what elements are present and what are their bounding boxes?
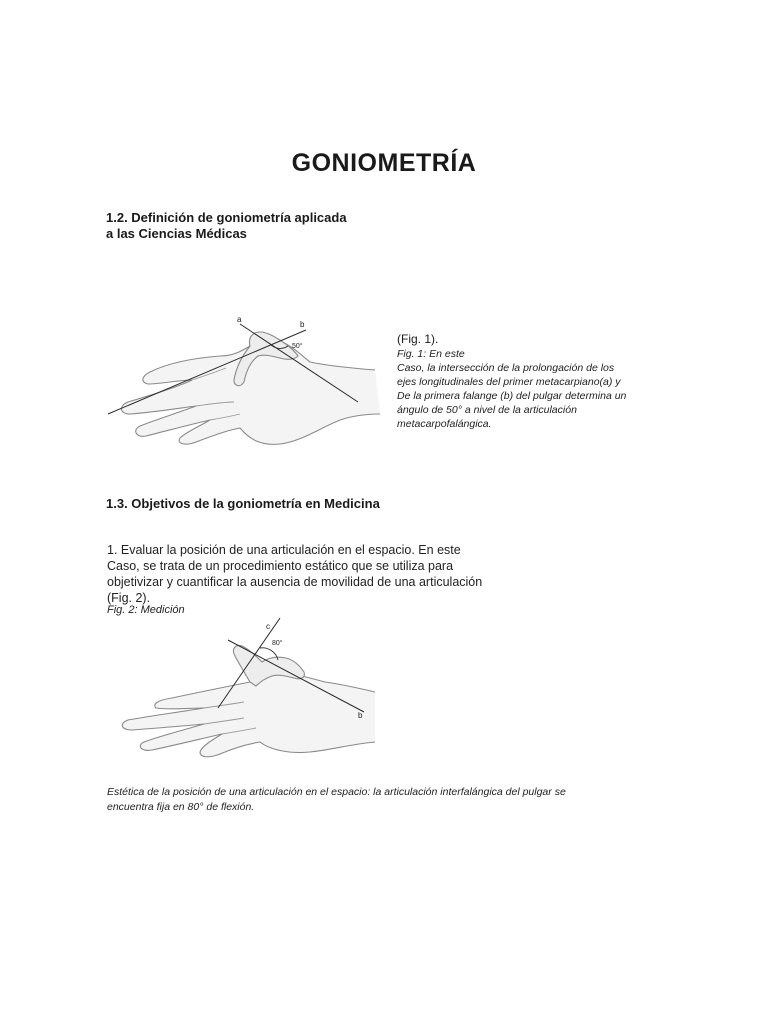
figure-2-caption-line: encuentra fija en 80° de flexión.: [107, 801, 255, 813]
section-heading-1-2-line1: 1.2. Definición de goniometría aplicada: [106, 210, 347, 225]
paragraph-line: (Fig. 2).: [107, 591, 151, 605]
figure-1-caption-line: ángulo de 50° a nivel de la articulación: [397, 404, 577, 416]
figure-2-caption-line: Estética de la posición de una articulación en el espacio: la articulación interfalángica del pulgar se: [107, 786, 566, 798]
paragraph-line: objetivizar y cuantificar la ausencia de movilidad de una articulación: [107, 575, 483, 589]
section-1-3-paragraph: [107, 542, 507, 606]
figure-2-angle-label: 80°: [272, 640, 283, 647]
figure-1-ref: (Fig. 1).: [397, 332, 439, 346]
section-heading-1-2-line2: a las Ciencias Médicas: [106, 226, 247, 241]
section-heading-1-2: [106, 210, 386, 242]
figure-2-label-c: c: [266, 622, 270, 631]
figure-1-hand-illustration: [100, 310, 380, 450]
figure-1-caption-line: De la primera falange (b) del pulgar determina un: [397, 390, 627, 402]
figure-1-angle-label: 50°: [292, 343, 303, 350]
figure-1-label-b: b: [300, 320, 305, 329]
figure-1-caption-line: ejes longitudinales del primer metacarpiano(a) y: [397, 376, 621, 388]
figure-2-label: Fig. 2: Medición: [107, 604, 185, 616]
figure-1-caption-line: Caso, la intersección de la prolongación de los: [397, 362, 615, 374]
figure-2-label-b: b: [358, 711, 363, 720]
figure-2-hand-outline: [122, 674, 375, 757]
figure-1-label-a: a: [237, 315, 242, 324]
figure-1-caption-line: Fig. 1: En este: [397, 348, 465, 360]
paragraph-line: Caso, se trata de un procedimiento estático que se utiliza para: [107, 559, 454, 573]
figure-1-caption-line: metacarpofalángica.: [397, 418, 492, 430]
section-heading-1-3: 1.3. Objetivos de la goniometría en Medicina: [106, 496, 380, 511]
figure-2-hand-illustration: [100, 612, 390, 764]
paragraph-line: 1. Evaluar la posición de una articulación en el espacio. En este: [107, 543, 461, 557]
figure-1-caption: [397, 332, 667, 431]
page-title: GONIOMETRÍA: [291, 149, 477, 177]
figure-2-caption: [107, 785, 647, 815]
